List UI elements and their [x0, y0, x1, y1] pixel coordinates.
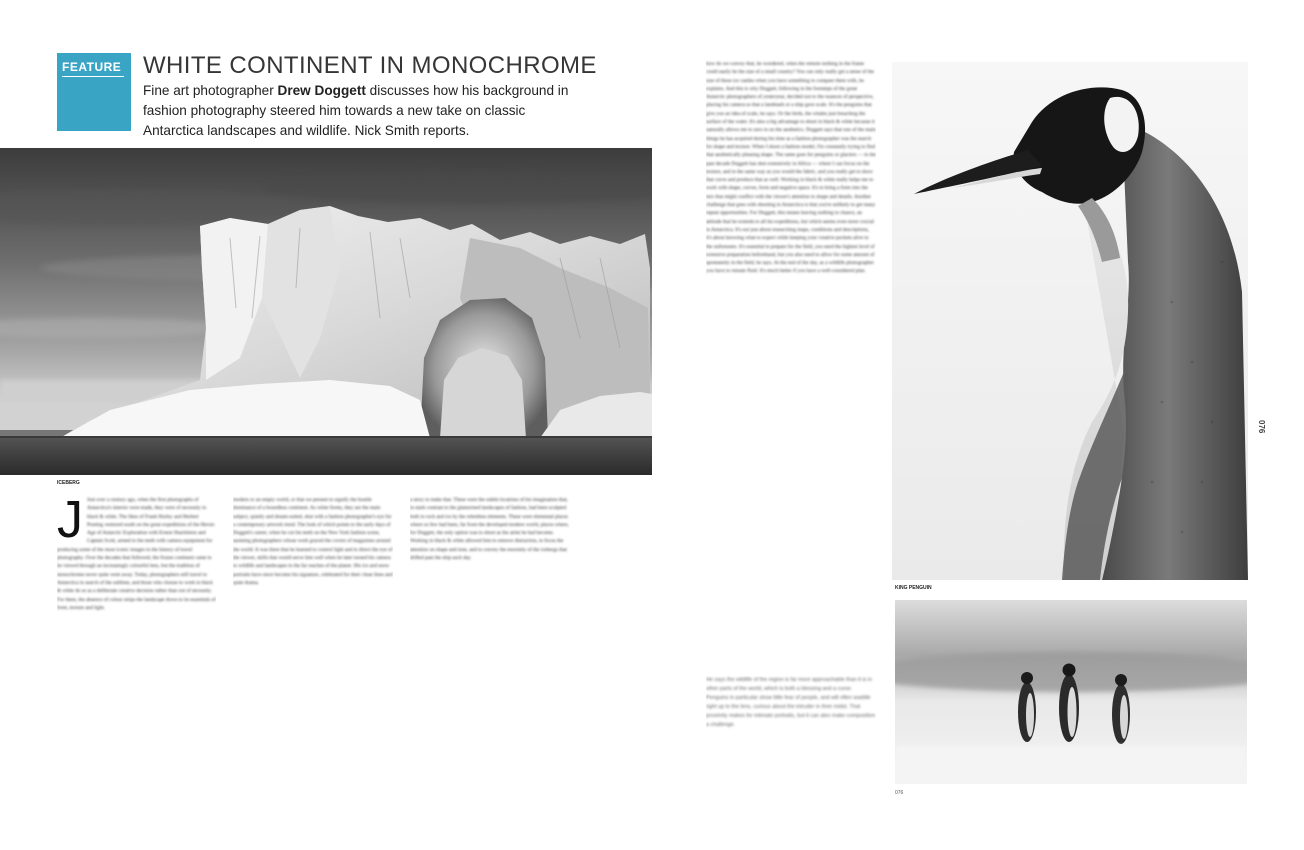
iceberg-photo — [0, 148, 652, 475]
body-column-2-text: modern or an empty world, or that we present to signify the hostile dominance of a boundless continent. As white forms, they are the main subject, quietly and dream-suited, shot with a fashion photographer's eye for a contemporary artwork trend. The look of which points to the early days of Doggett's career, when he cut his teeth on the New York fashion scene, assisting photographers whose work graced the covers of magazines around the world. It was there that he learned to control light and to direct the eye of the viewer, skills that would serve him well when he later turned his camera to wildlife and landscapes in the far reaches of the planet. His ice and snow portraits have since become his signature, celebrated for their clean lines and quiet drama. — [233, 497, 393, 586]
king-penguin-caption: KING PENGUIN — [895, 585, 932, 591]
body-column-1-text: Just over a century ago, when the first photographs of Antarctica's interior were made, they were of necessity in black & white. The likes of Frank Hurley and Herbert Ponting ventured south on the great expeditions of the Heroic Age of Antarctic Exploration with Ernest Shackleton and Captain Scott, armed to the teeth with camera equipment for producing some of the most iconic images in the history of travel photography. Over the decades that followed, the frozen continent came to be viewed through an increasingly colourful lens, but the tradition of monochrome never quite went away. Today, photographers still travel to Antarctica in search of the sublime, and those who choose to work in black & white do so as a deliberate creative decision rather than out of necessity. For them, the absence of colour strips the landscape down to its essentials of form, texture and light. — [57, 497, 216, 611]
article-headline: WHITE CONTINENT IN MONOCHROME — [143, 52, 597, 79]
drop-cap: J — [57, 496, 83, 549]
photographer-name: Drew Doggett — [277, 83, 366, 98]
page-number: 076 — [1257, 420, 1266, 434]
body-column-1 — [57, 496, 216, 802]
feature-badge — [57, 53, 131, 131]
body-column-4-pullout-text: He says the wildlife of the region is far more approachable than it is in other parts of the world, which is both a blessing and a curse. Penguins in particular show little fear of people, and will often waddle right up to the lens, curious about the intruder in their midst. That proximity makes for intimate portraits, but it can also make composition a challenge. — [706, 677, 876, 728]
feature-badge-label: FEATURE — [62, 60, 122, 74]
badge-divider — [62, 76, 124, 77]
article-standfirst — [143, 81, 573, 141]
king-penguin-photo — [892, 62, 1248, 580]
body-column-4-pullout — [706, 676, 876, 796]
penguin-group-photo — [895, 600, 1247, 784]
body-column-4-text: how do we convey that, he wondered, when the remote nothing in the frame could easily be the size of a small country? You can only really get a sense of the size of these ice castles when you have something to compare them with, he explains. And this is why Doggett, following in the footsteps of the great Antarctic photographers of yesteryear, decided not to the nuances of perspective, placing his camera so that a landmark or a ship gave scale. It's the penguins that give you an idea of scale, he says. Or the birds, the whales just breaching the surface of the water. It's also a big advantage to shoot in black & white because it naturally allows me to zero in on the aesthetics. Doggett says that one of the main things he has acquired during his time as a fashion photographer was the search for shape and texture. When I shoot a fashion model, I'm constantly trying to find that aesthetically pleasing shape. The same goes for penguins or glaciers — in the past decade Doggett has shot extensively in Africa — where I can focus on the texture, and in the same way as you would the fabric, and you really get to show that curve and produce that as well. Working in black & white really helps me to work with shape, curves, form and negative space. It's to bring a form into the mix that might conflict with the viewer's attention to shape and details. Another challenge that goes with shooting in Antarctica is that you're unlikely to get many repeat opportunities. For Doggett, this means leaving nothing to chance, an attitude that he extends to all his expeditions, but which seems even more crucial in Antarctica. It's not just about researching maps, conditions and descriptions, it's about knowing what to expect while keeping your creative pockets alive to the unforeseen. It's essential to prepare for the field, you need the highest level of extensive preparation beforehand, but you also need to allow for some amount of spontaneity in the field, he says. At the end of the day, as a wildlife photographer you have to remain fluid. It's much better if you have a well-considered plan. — [706, 61, 876, 275]
iceberg-caption: ICEBERG — [57, 480, 80, 486]
body-column-4 — [706, 60, 876, 660]
body-column-2 — [233, 496, 393, 802]
body-column-3-text: a story to make that. These were the subtle locations of his imagination that, in stark contrast to the glamorised landscapes of fashion, had been sculpted both in rock and ice by the relentless elements. These were elemental places where so few had been, far from the developed modern world, places where, for Doggett, the only option was to shoot as the artist he had become. Working in black & white allowed him to remove distraction, to focus the attention on shape and tone, and to convey the enormity of the icebergs that drifted past the ship each day. — [410, 497, 569, 562]
page-footer-tag: 076 — [895, 790, 904, 796]
standfirst-body: discusses how his background in fashion photography steered him towards a new take on classic Antarctica landscapes and wildlife. Nick Smith reports. — [143, 83, 569, 138]
standfirst-intro: Fine art photographer — [143, 83, 278, 98]
body-column-3 — [410, 496, 570, 802]
